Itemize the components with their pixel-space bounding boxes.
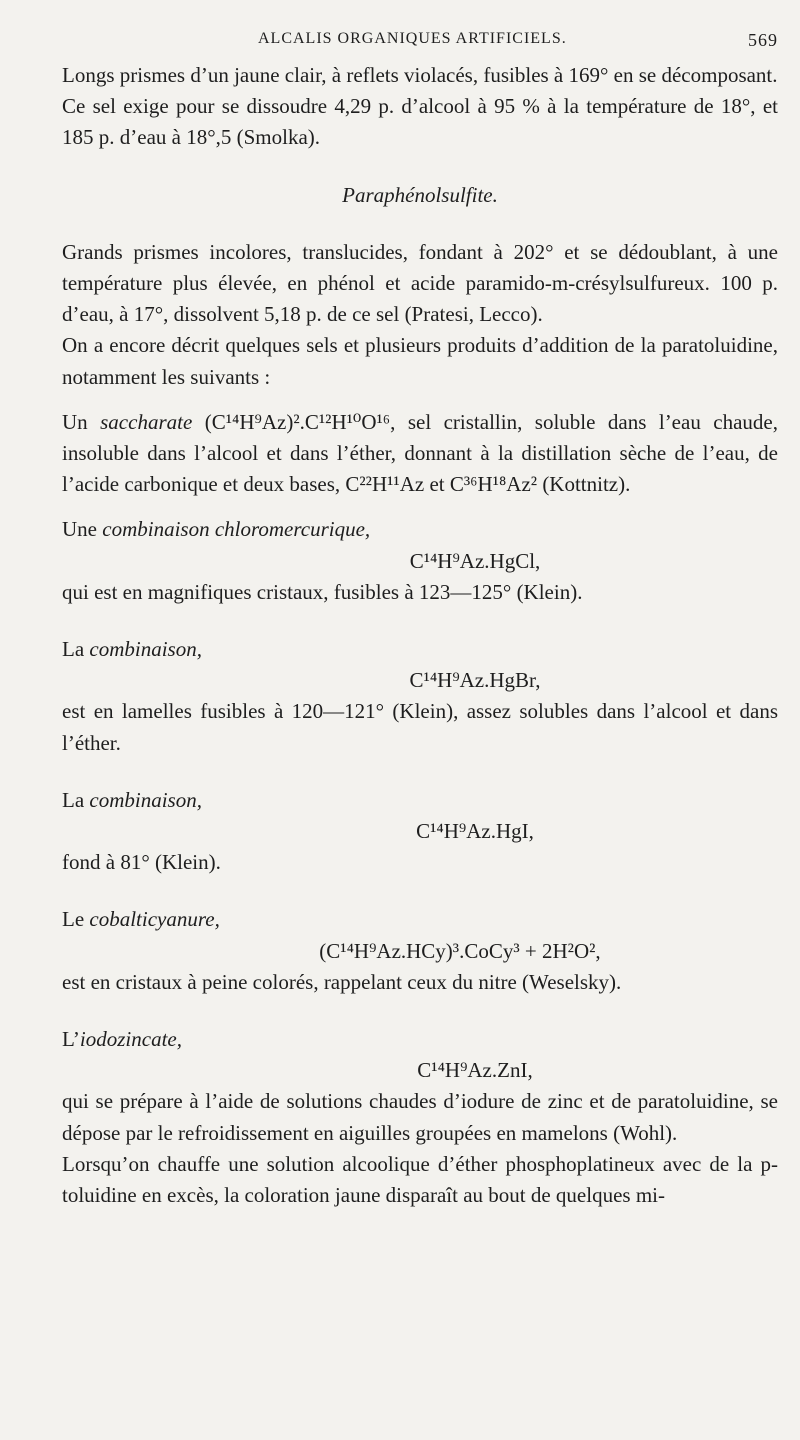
running-title: ALCALIS ORGANIQUES ARTIFICIELS. bbox=[258, 30, 567, 47]
page-number: 569 bbox=[748, 30, 778, 50]
body-text bbox=[62, 60, 778, 1211]
formula-hgi: C¹⁴H⁹Az.HgI, bbox=[416, 819, 534, 844]
paragraph-phosphoplatineux: Lorsqu’on chauffe une solution alcoolique d’éther phosphoplatineux avec de la p-toluidine en excès, la coloration jaune disparaît au bout de quelques mi- bbox=[62, 1151, 778, 1208]
paragraph-description: Longs prismes d’un jaune clair, à reflets violacés, fusibles à 169° en se décomposant. bbox=[62, 63, 778, 87]
paragraph-hgcl-crystals: qui est en magnifiques cristaux, fusibles à 123—125° (Klein). bbox=[62, 579, 583, 604]
page-header bbox=[0, 30, 800, 54]
paragraph-hgi-fond: fond à 81° (Klein). bbox=[62, 850, 221, 875]
term-saccharate: saccharate bbox=[100, 409, 193, 434]
paragraph-saccharate: Un saccharate (C¹⁴H⁹Az)².C¹²H¹⁰O¹⁶, sel cristallin, soluble dans l’eau chaude, insoluble dans l’alcool et dans l’éther, donnant à la distillation sèche de l’eau, de l’acide carbonique et deux bases, C²²H¹¹Az et C³⁶H¹⁸Az² (Kottnitz). bbox=[62, 409, 778, 497]
paragraph-cobalticyanure-cristaux: est en cristaux à peine colorés, rappelant ceux du nitre (Weselsky). bbox=[62, 969, 622, 994]
formula-hgbr: C¹⁴H⁹Az.HgBr, bbox=[409, 668, 541, 693]
paragraph-combinaison-hgi: La combinaison, bbox=[62, 787, 202, 812]
paragraph-iodozincate-preparation: qui se prépare à l’aide de solutions chaudes d’iodure de zinc et de paratoluidine, se dépose par le refroidissement en aiguilles groupées en mamelons (Wohl). bbox=[62, 1089, 778, 1145]
section-title: Paraphénolsulfite. bbox=[342, 182, 498, 207]
paragraph-cobalticyanure: Le cobalticyanure, bbox=[62, 907, 220, 932]
term-combinaison-hgi: combinaison, bbox=[89, 787, 202, 812]
term-combinaison-hgbr: combinaison, bbox=[89, 637, 202, 662]
term-chloromercurique: combinaison chloromercurique, bbox=[102, 517, 371, 542]
paragraph-iodozincate: L’iodozincate, bbox=[62, 1027, 182, 1052]
paragraph-other-salts: On a encore décrit quelques sels et plusieurs produits d’addition de la paratoluidine, notamment les suivants : bbox=[62, 333, 778, 389]
paragraph-chloromercurique: Une combinaison chloromercurique, bbox=[62, 517, 371, 542]
paragraph-hgbr-lamelles: est en lamelles fusibles à 120—121° (Klein), assez solubles dans l’alcool et dans l’éther. bbox=[62, 699, 778, 755]
formula-hgcl: C¹⁴H⁹Az.HgCl, bbox=[409, 548, 541, 573]
formula-iodozincate: C¹⁴H⁹Az.ZnI, bbox=[417, 1058, 533, 1083]
paragraph-paraphenolsulfite: Grands prismes incolores, translucides, fondant à 202° et se dédoublant, à une température plus élevée, en phénol et acide paramido-m-crésylsulfureux. 100 p. d’eau, à 17°, dissolvent 5,18 p. de ce sel (Pratesi, Lecco). bbox=[62, 239, 778, 327]
term-cobalticyanure: cobalticyanure, bbox=[89, 907, 220, 932]
term-iodozincate: iodozincate, bbox=[79, 1027, 182, 1052]
paragraph-solubility: Ce sel exige pour se dissoudre 4,29 p. d’alcool à 95 % à la température de 18°, et 185 p. d’eau à 18°,5 (Smolka). bbox=[62, 94, 778, 150]
paragraph-combinaison-hgbr: La combinaison, bbox=[62, 637, 202, 662]
formula-cobalticyanure: (C¹⁴H⁹Az.HCy)³.CoCy³ + 2H²O², bbox=[319, 938, 601, 963]
